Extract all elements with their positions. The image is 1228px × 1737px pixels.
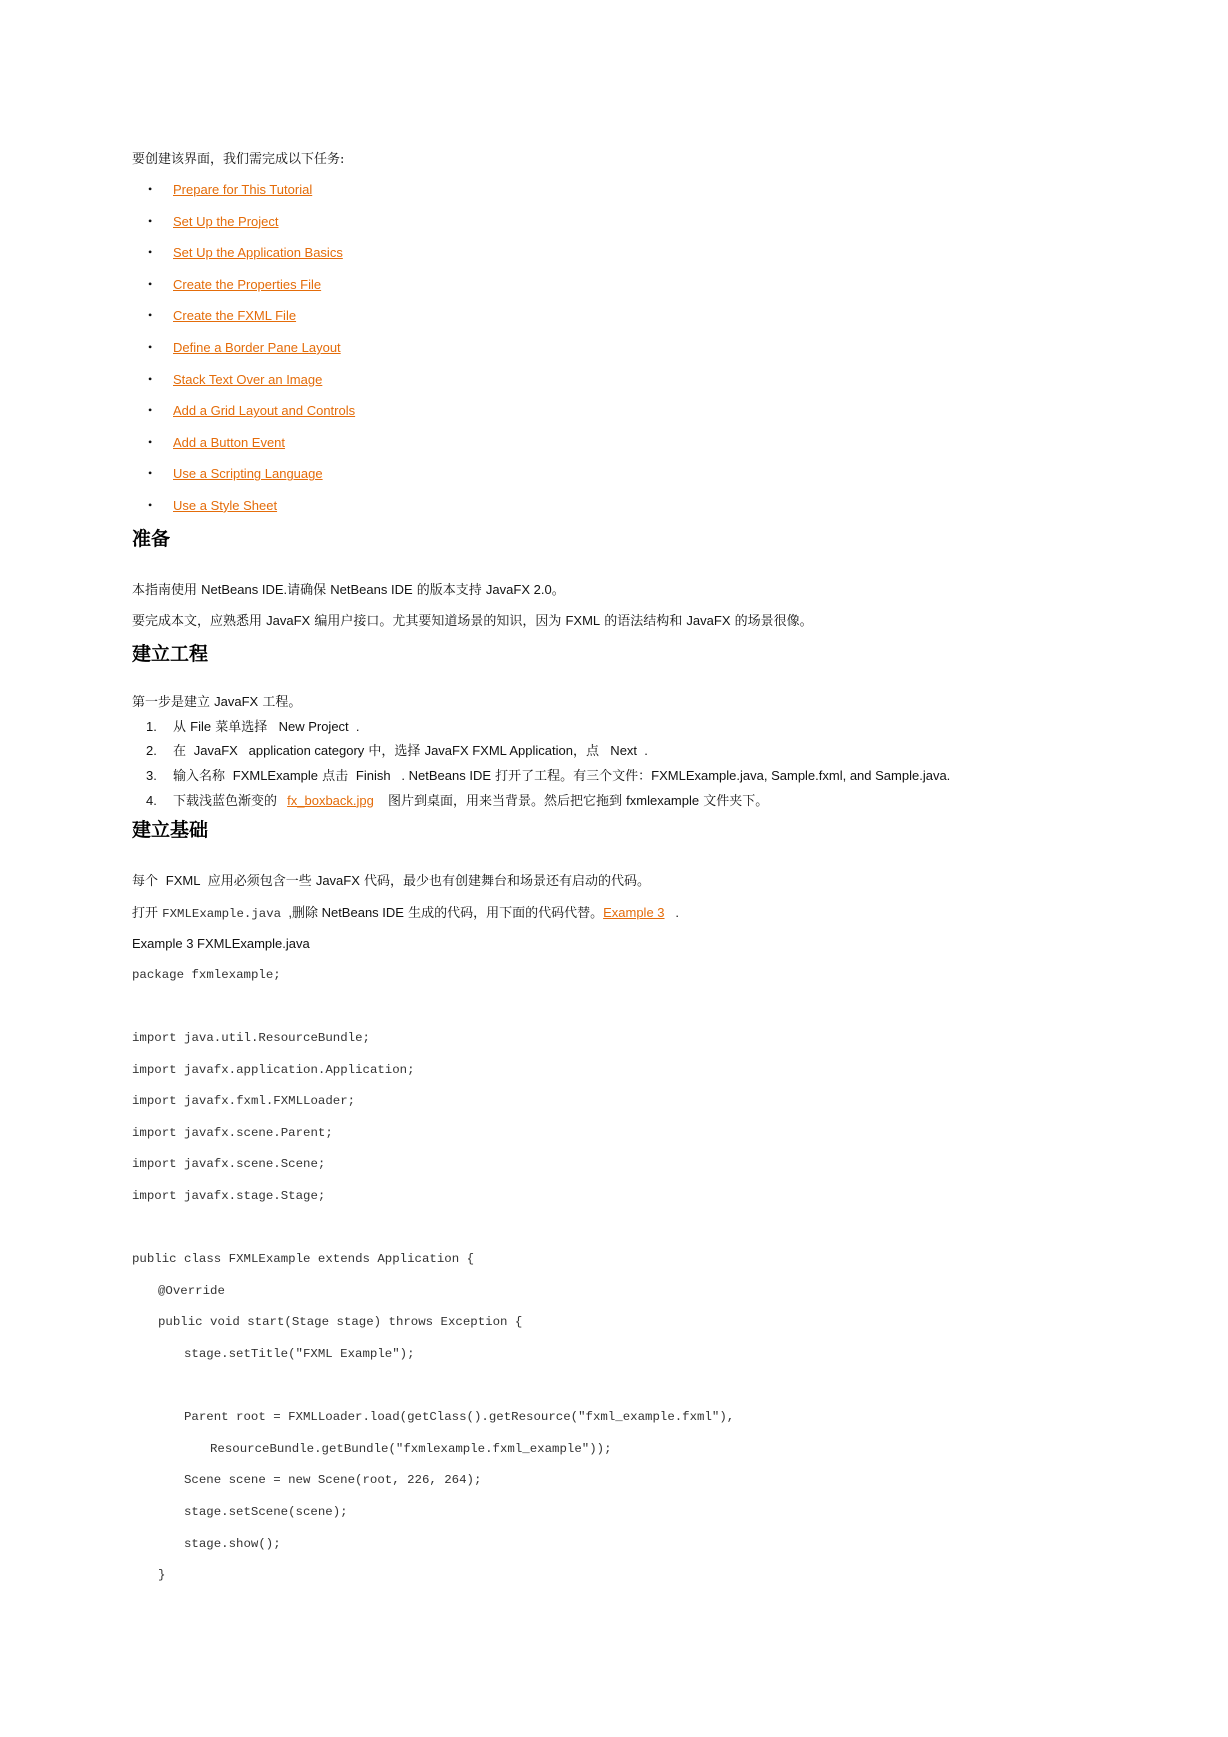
task-link[interactable]: Use a Scripting Language — [173, 466, 323, 482]
code-line: public void start(Stage stage) throws Exception { — [158, 1315, 523, 1330]
task-list-item — [132, 174, 1132, 206]
task-link[interactable]: Stack Text Over an Image — [173, 371, 323, 387]
code-line: import javafx.stage.Stage; — [132, 1189, 326, 1204]
text-run: 应用必须包含一些 — [203, 874, 316, 890]
task-link[interactable]: Use a Style Sheet — [173, 497, 278, 513]
text-run: 打开了工程。有三个文件： — [491, 768, 652, 784]
text-run: 在 — [173, 744, 191, 760]
bullet-icon: • — [148, 276, 153, 291]
code-line: import java.util.ResourceBundle; — [132, 1031, 370, 1046]
code-line: public class FXMLExample extends Application { — [132, 1252, 475, 1267]
task-link[interactable]: Create the FXML File — [173, 308, 297, 324]
task-link[interactable]: Prepare for This Tutorial — [173, 182, 313, 197]
step-item — [132, 789, 1132, 814]
text-run: JavaFX — [686, 613, 731, 629]
text-run: FXMLExample — [229, 767, 319, 783]
step-number: 3. — [146, 767, 157, 783]
text-run: 每个 — [132, 874, 163, 890]
text-run: JavaFX 2.0 — [485, 581, 552, 597]
text-run: . — [355, 718, 360, 734]
text-run: 点击 — [318, 768, 353, 784]
text-run: NetBeans IDE — [321, 904, 404, 920]
text-run: JavaFX application category — [190, 743, 365, 759]
step-item — [132, 715, 1132, 740]
basics-paragraph-2 — [132, 897, 1132, 929]
text-run: FXML — [162, 873, 204, 889]
bullet-icon: • — [148, 434, 153, 449]
spacer — [132, 671, 1132, 689]
step-number: 2. — [146, 743, 157, 759]
code-line: @Override — [158, 1283, 225, 1298]
text-run: 的场景很像。 — [730, 614, 813, 630]
text-run: 打开 — [132, 905, 163, 921]
task-list — [132, 174, 1132, 522]
code-line: import javafx.fxml.FXMLLoader; — [132, 1094, 356, 1109]
example-3-link[interactable]: Example 3 — [603, 904, 665, 920]
task-link[interactable]: Create the Properties File — [173, 276, 322, 292]
task-link[interactable]: Add a Button Event — [173, 434, 286, 450]
section-heading-setup-project: 建立工程 — [132, 642, 209, 665]
text-run: 从 — [173, 719, 191, 735]
bullet-icon: • — [148, 182, 153, 196]
text-run: 中，选择 — [364, 744, 425, 760]
task-link[interactable]: Define a Border Pane Layout — [173, 339, 341, 355]
code-line: import javafx.application.Application; — [132, 1062, 415, 1077]
task-list-item — [132, 427, 1132, 459]
task-list-item — [132, 364, 1132, 396]
prepare-paragraph-1 — [132, 574, 1132, 606]
code-blank-line — [132, 1371, 1132, 1403]
code-blank-line — [132, 991, 1132, 1023]
text-run: fxmlexample — [626, 792, 700, 808]
text-run: 要完成本文，应熟悉用 — [132, 614, 267, 630]
spacer — [132, 556, 1132, 574]
text-run: 工程。 — [258, 694, 302, 710]
task-list-item — [132, 300, 1132, 332]
text-run: NetBeans IDE. — [201, 581, 288, 597]
task-list-item — [132, 395, 1132, 427]
code-line: Parent root = FXMLLoader.load(getClass().getResource("fxml_example.fxml"), — [184, 1410, 735, 1425]
text-run: NetBeans IDE — [330, 581, 413, 597]
code-line: package fxmlexample; — [132, 967, 281, 982]
text-run: 编用户接口。尤其要知道场景的知识，因为 — [310, 614, 566, 630]
code-line: stage.show(); — [184, 1536, 281, 1551]
bullet-icon: • — [148, 403, 153, 418]
setup-steps — [132, 715, 1132, 813]
text-run: File — [190, 718, 212, 734]
spacer — [132, 847, 1132, 865]
code-block — [132, 960, 1132, 1592]
text-run: 的语法结构和 — [600, 614, 687, 630]
text-run: FXMLExample.java, Sample.fxml, and Sample.java. — [651, 767, 951, 783]
image-download-link[interactable]: fx_boxback.jpg — [287, 792, 374, 808]
code-line: import javafx.scene.Parent; — [132, 1125, 333, 1140]
step-item — [132, 739, 1132, 764]
task-list-item — [132, 269, 1132, 301]
bullet-icon: • — [148, 466, 153, 481]
text-run: JavaFX — [266, 613, 311, 629]
task-link[interactable]: Set Up the Application Basics — [173, 245, 343, 261]
bullet-icon: • — [148, 308, 153, 323]
basics-paragraph-1 — [132, 865, 1132, 897]
task-list-item — [132, 332, 1132, 364]
task-link[interactable]: Set Up the Project — [173, 213, 279, 229]
text-run: Next — [603, 743, 645, 759]
code-line: ResourceBundle.getBundle("fxmlexample.fxml_example")); — [210, 1441, 612, 1456]
bullet-icon: • — [148, 371, 153, 386]
section-heading-basics: 建立基础 — [132, 819, 209, 842]
step-number: 1. — [146, 718, 157, 734]
text-run: 生成的代码，用下面的代码代替。 — [403, 905, 604, 921]
text-run: 的版本支持 — [412, 582, 486, 598]
prepare-paragraph-2 — [132, 605, 1132, 637]
setup-intro — [132, 689, 1132, 715]
text-run: JavaFX — [315, 873, 360, 889]
text-run: 本指南使用 — [132, 582, 202, 598]
code-line: import javafx.scene.Scene; — [132, 1157, 326, 1172]
bullet-icon: • — [148, 339, 153, 354]
text-run: 菜单选择 — [211, 719, 272, 735]
task-list-item — [132, 237, 1132, 269]
task-list-item — [132, 458, 1132, 490]
bullet-icon: • — [148, 213, 153, 228]
page-content — [132, 146, 1132, 1592]
text-run: JavaFX FXML Application — [424, 743, 573, 759]
code-line: stage.setTitle("FXML Example"); — [184, 1347, 415, 1361]
text-run: 代码，最少也有创建舞台和场景还有启动的代码。 — [359, 874, 651, 890]
text-run: 文件夹下。 — [699, 793, 769, 809]
example-title: Example 3 FXMLExample.java — [132, 936, 310, 952]
section-heading-prepare: 准备 — [132, 527, 171, 550]
text-run: 第一步是建立 — [132, 694, 215, 710]
code-line: Scene scene = new Scene(root, 226, 264); — [184, 1473, 482, 1488]
code-blank-line — [132, 1213, 1132, 1245]
step-number: 4. — [146, 792, 157, 808]
code-line: } — [158, 1568, 166, 1583]
text-run: . — [644, 743, 648, 759]
task-link[interactable]: Add a Grid Layout and Controls — [173, 403, 356, 419]
intro-text: 要创建该界面，我们需完成以下任务: — [132, 152, 345, 167]
text-run: 下载浅蓝色渐变的 — [173, 793, 282, 809]
step-item — [132, 764, 1132, 789]
text-run: 图片到桌面，用来当背景。然后把它拖到 — [383, 793, 627, 809]
bullet-icon: • — [148, 245, 153, 260]
task-list-item — [132, 490, 1132, 522]
text-run: 输入名称 — [173, 768, 230, 784]
text-run: 。 — [551, 582, 565, 598]
text-run: ,删除 — [281, 904, 322, 920]
text-run: ，点 — [572, 744, 604, 760]
text-run: JavaFX — [214, 693, 259, 709]
text-run: FXML — [565, 613, 601, 629]
bullet-icon: • — [148, 497, 153, 512]
inline-code: FXMLExample.java — [162, 906, 282, 921]
task-list-item — [132, 206, 1132, 238]
code-line: stage.setScene(scene); — [184, 1504, 348, 1519]
text-run: New Project — [271, 718, 356, 734]
text-run: . — [664, 904, 679, 920]
text-run: 请确保 — [287, 582, 331, 598]
text-run: Finish . NetBeans IDE — [352, 767, 492, 783]
